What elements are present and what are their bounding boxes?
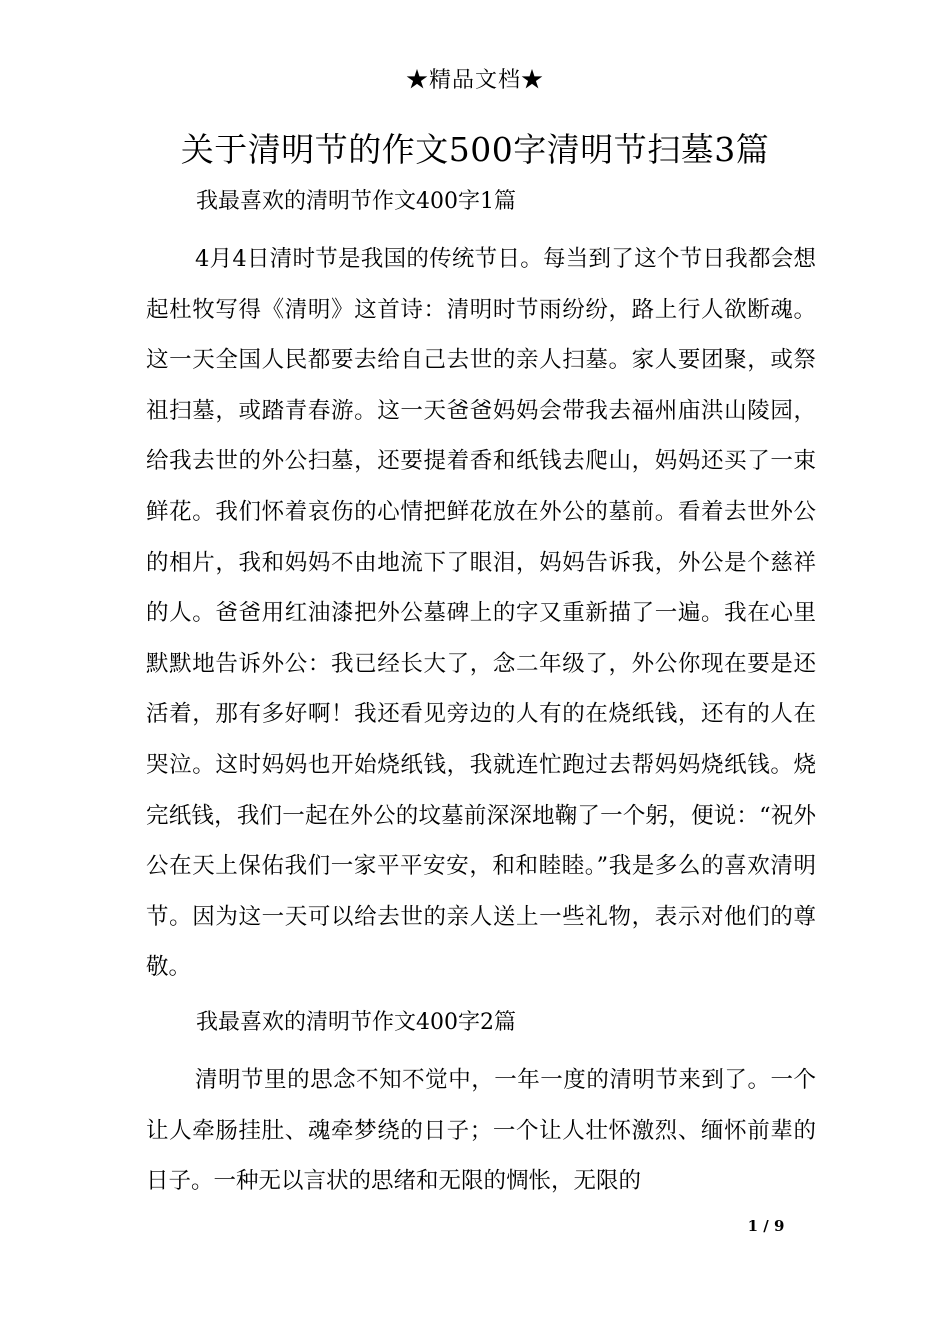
section-paragraph-1: 4月4日清时节是我国的传统节日。每当到了这个节日我都会想起杜牧写得《清明》这首诗：清明时节雨纷纷，路上行人欲断魂。这一天全国人民都要去给自己去世的亲人扫墓。家人要团聚，或祭祖扫墓，或踏青春游。这一天爸爸妈妈会带我去福州庙洪山陵园，给我去世的外公扫墓，还要提着香和纸钱去爬山，妈妈还买了一束鲜花。我们怀着哀伤的心情把鲜花放在外公的墓前。看着去世外公的相片，我和妈妈不由地流下了眼泪，妈妈告诉我，外公是个慈祥的人。爸爸用红油漆把外公墓碑上的字又重新描了一遍。我在心里默默地告诉外公：我已经长大了，念二年级了，外公你现在要是还活着，那有多好啊！我还看见旁边的人有的在烧纸钱，还有的人在哭泣。这时妈妈也开始烧纸钱，我就连忙跑过去帮妈妈烧纸钱。烧完纸钱，我们一起在外公的坟墓前深深地鞠了一个躬，便说：“祝外公在天上保佑我们一家平平安安，和和睦睦。”我是多么的喜欢清明节。因为这一天可以给去世的亲人送上一些礼物，表示对他们的尊敬。	[146, 246, 816, 981]
section-spacer	[146, 993, 816, 1001]
section-paragraph-2: 清明节里的思念不知不觉中，一年一度的清明节来到了。一个让人牵肠挂肚、魂牵梦绕的日子；一个让人壮怀激烈、缅怀前辈的日子。一种无以言状的思绪和无限的惆怅，无限的	[146, 1066, 816, 1195]
document-title: 关于清明节的作文500字清明节扫墓3篇	[180, 130, 770, 169]
section-subheading-2: 我最喜欢的清明节作文400字2篇	[196, 1009, 516, 1035]
section-subheading-1: 我最喜欢的清明节作文400字1篇	[196, 189, 516, 214]
document-body	[146, 180, 816, 1207]
page-header: ★精品文档★	[405, 68, 544, 93]
page-number: 1 / 9	[747, 1217, 785, 1235]
